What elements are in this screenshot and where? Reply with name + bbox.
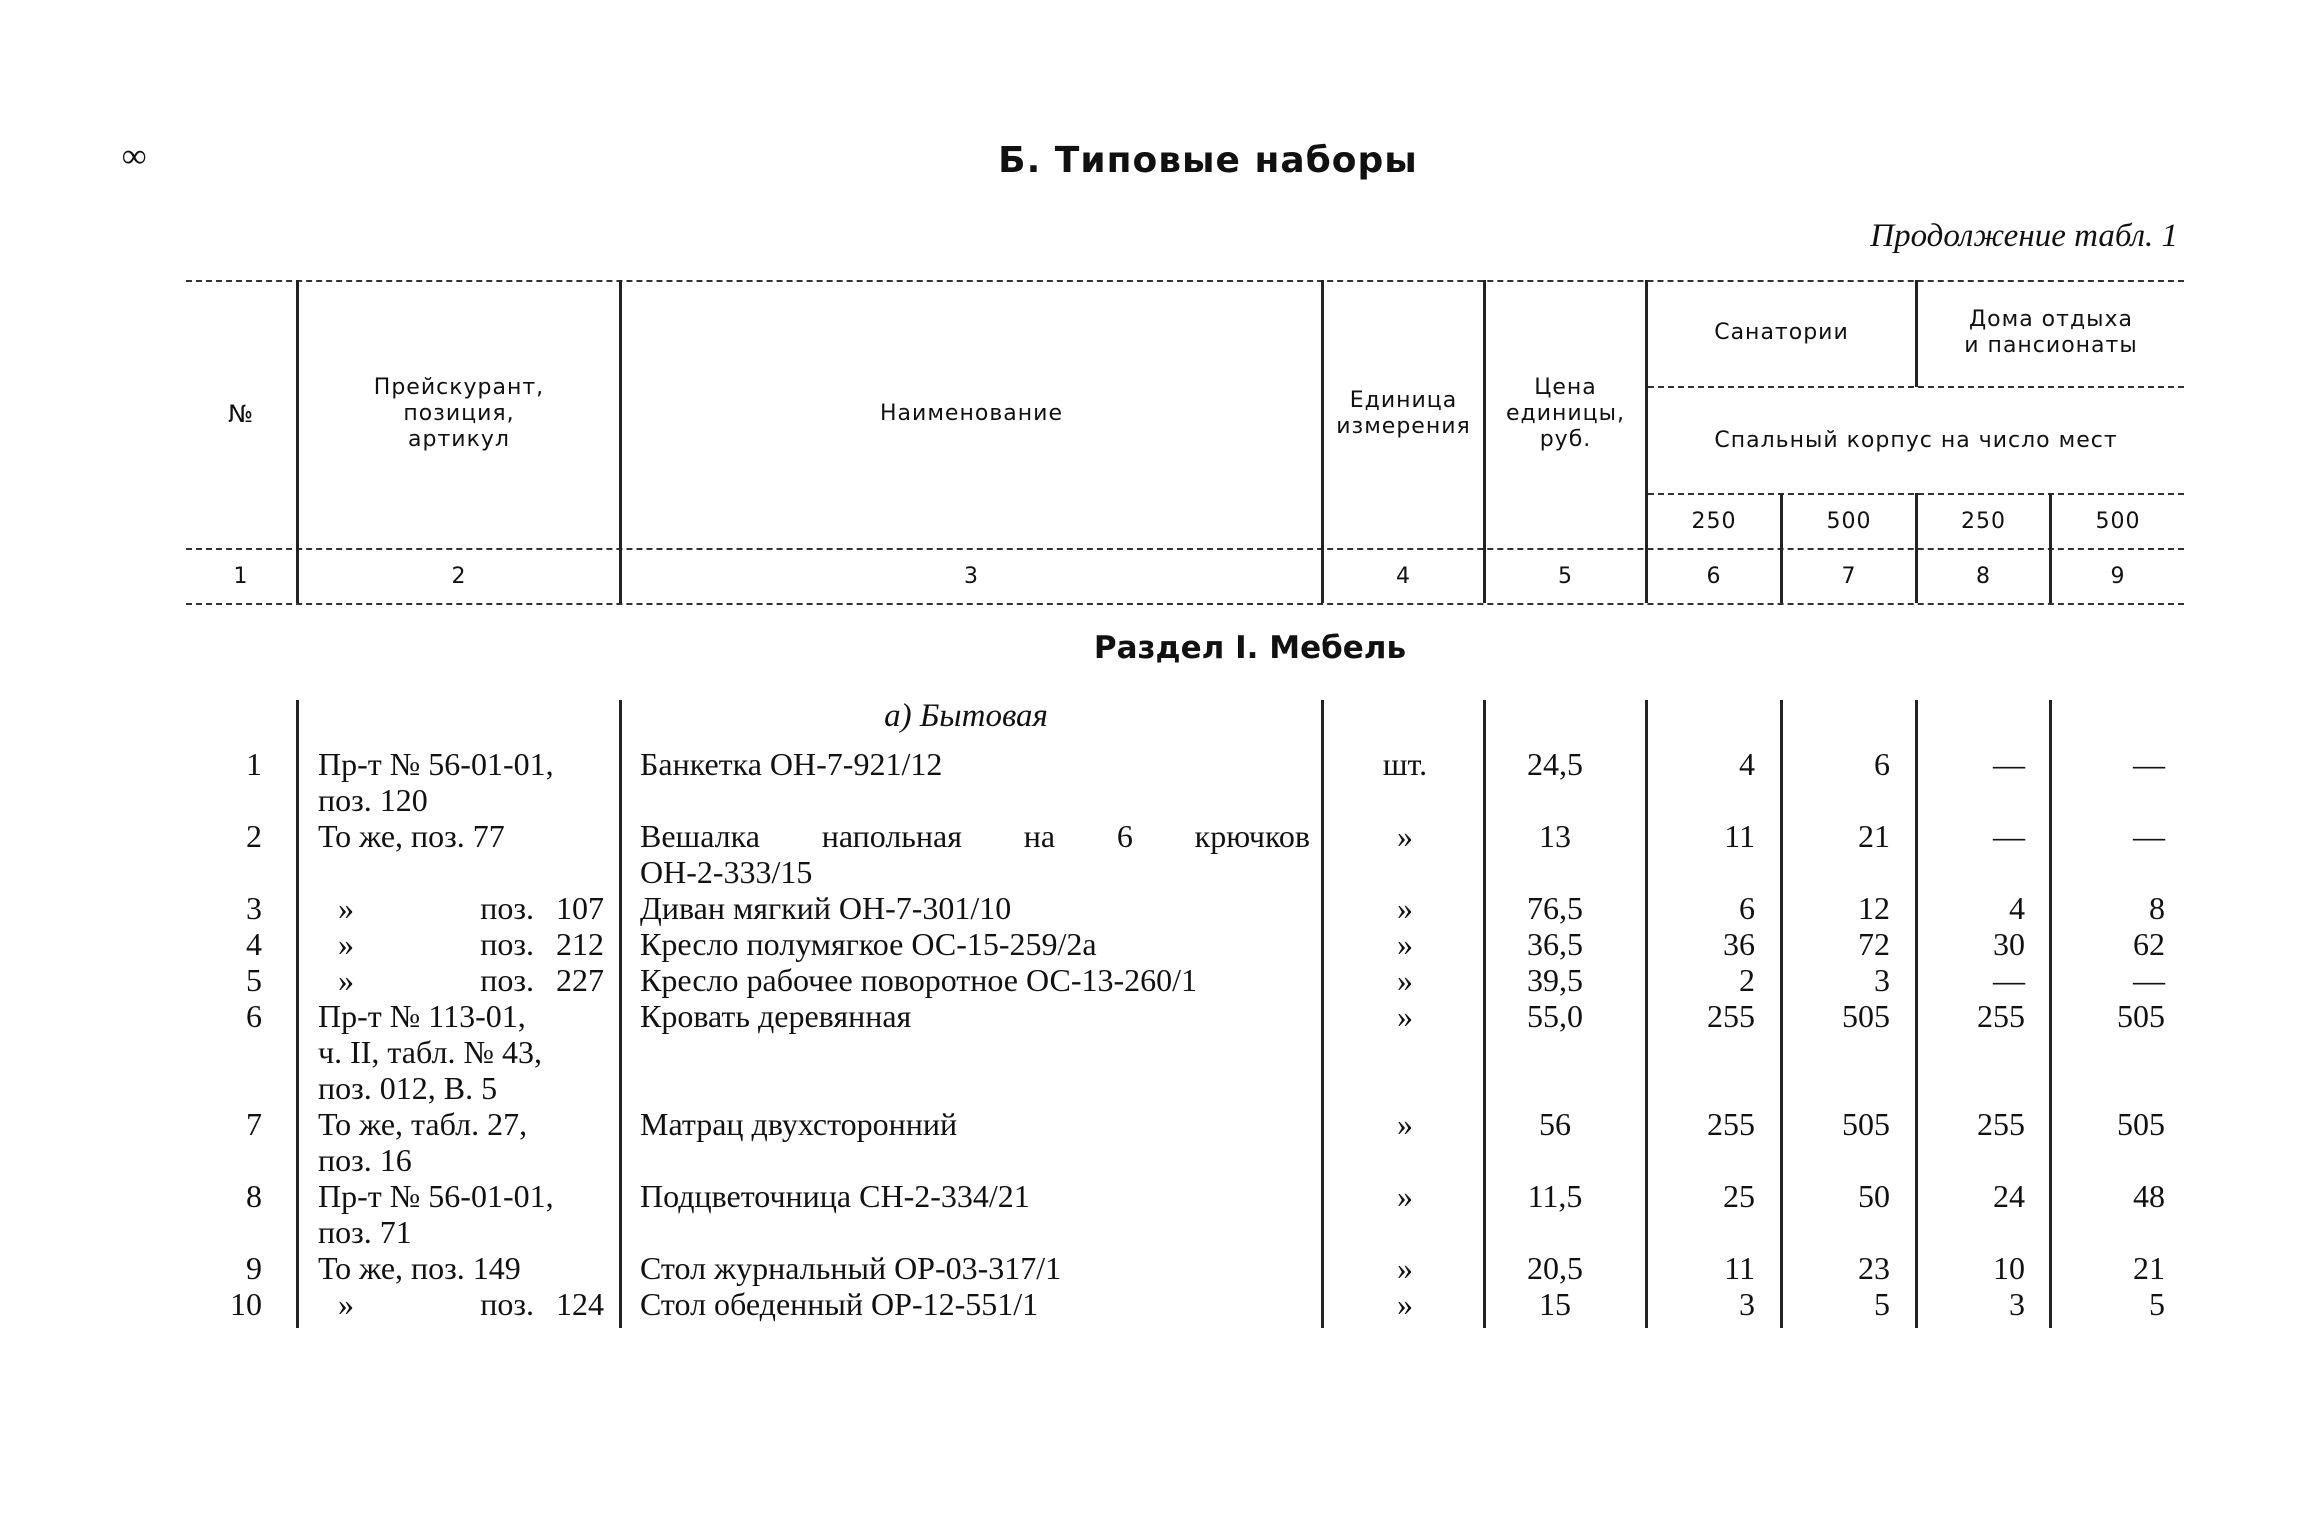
subsection-heading: а) Бытовая — [884, 698, 1048, 734]
row-doma-500: — — [2133, 818, 2165, 854]
row-name — [640, 818, 1310, 854]
row-doma-250: 3 — [2009, 1286, 2025, 1322]
row-pricelist: Пр-т № 113-01, — [318, 998, 526, 1034]
row-number: 9 — [246, 1250, 262, 1286]
row-unit: » — [1397, 998, 1413, 1034]
row-pricelist: поз. 71 — [318, 1214, 412, 1250]
page-title — [0, 140, 2304, 181]
row-pricelist: ч. II, табл. № 43, — [318, 1034, 542, 1070]
name-word: Вешалка — [640, 818, 760, 854]
row-pricelist — [318, 926, 604, 962]
row-number: 1 — [246, 746, 262, 782]
row-doma-250: 255 — [1977, 1106, 2025, 1142]
page-number: ∞ — [122, 138, 147, 175]
body-vrule — [1780, 700, 1783, 1328]
row-sanatorii-250: 36 — [1723, 926, 1755, 962]
row-unit: шт. — [1382, 746, 1428, 782]
header-unit-text: Единица измерения — [1336, 388, 1471, 439]
row-sanatorii-250: 255 — [1707, 998, 1755, 1034]
position-text: поз. 212 — [480, 926, 604, 962]
header-unit — [1324, 280, 1483, 548]
header-doma — [1918, 280, 2184, 386]
section-heading-text: Раздел I. Мебель — [1093, 630, 1407, 666]
row-doma-250: 255 — [1977, 998, 2025, 1034]
row-doma-500: 505 — [2117, 1106, 2165, 1142]
row-sanatorii-500: 72 — [1858, 926, 1890, 962]
row-unit: » — [1397, 1250, 1413, 1286]
body-vrule — [1321, 700, 1324, 1328]
row-name: Стол обеденный ОР-12-551/1 — [640, 1286, 1039, 1322]
colnum-2: 2 — [451, 563, 467, 589]
row-price: 56 — [1539, 1106, 1571, 1142]
header-name: Наименование — [880, 401, 1063, 426]
header-spalny: Спальный корпус на число мест — [1714, 427, 2118, 453]
row-doma-500: 5 — [2149, 1286, 2165, 1322]
colnum-5: 5 — [1558, 563, 1573, 589]
name-word: 6 — [1116, 818, 1133, 854]
row-number: 6 — [246, 998, 262, 1034]
row-unit: » — [1397, 1178, 1413, 1214]
name-word: на — [1023, 818, 1056, 854]
row-doma-500: 8 — [2149, 890, 2165, 926]
row-pricelist — [318, 890, 604, 926]
header-cap-7: 500 — [1826, 508, 1872, 534]
row-unit: » — [1397, 962, 1413, 998]
colnum-1: 1 — [233, 563, 249, 589]
row-unit: » — [1397, 890, 1413, 926]
row-doma-250: 30 — [1993, 926, 2025, 962]
colnum-7: 7 — [1841, 563, 1857, 589]
row-pricelist: То же, табл. 27, — [318, 1106, 528, 1142]
header-pricelist — [299, 280, 619, 548]
row-number: 4 — [246, 926, 262, 962]
row-doma-500: — — [2133, 746, 2165, 782]
page-title-text: Б. Типовые наборы — [998, 140, 1418, 181]
row-sanatorii-500: 3 — [1874, 962, 1890, 998]
header-cap-9: 500 — [2095, 508, 2141, 534]
name-word: напольная — [821, 818, 962, 854]
row-unit: » — [1397, 1106, 1413, 1142]
row-pricelist: То же, поз. 149 — [318, 1250, 521, 1286]
row-doma-500: — — [2133, 962, 2165, 998]
row-name: ОН-2-333/15 — [640, 854, 813, 890]
row-number: 2 — [246, 818, 262, 854]
ditto-mark: » — [338, 962, 354, 998]
section-heading — [0, 630, 2304, 666]
row-number: 10 — [230, 1286, 262, 1322]
colnum-9: 9 — [2110, 563, 2126, 589]
row-sanatorii-250: 11 — [1724, 818, 1755, 854]
row-name: Стол журнальный ОР-03-317/1 — [640, 1250, 1062, 1286]
row-name: Кресло полумягкое ОС-15-259/2а — [640, 926, 1097, 962]
row-sanatorii-500: 5 — [1874, 1286, 1890, 1322]
ditto-mark: » — [338, 926, 354, 962]
row-unit: » — [1397, 818, 1413, 854]
row-doma-250: — — [1993, 818, 2025, 854]
row-doma-250: 4 — [2009, 890, 2025, 926]
name-word: крючков — [1194, 818, 1310, 854]
colnum-4: 4 — [1396, 563, 1411, 589]
row-number: 7 — [246, 1106, 262, 1142]
row-sanatorii-250: 25 — [1723, 1178, 1755, 1214]
colnum-3: 3 — [964, 563, 979, 589]
body-vrule — [296, 700, 299, 1328]
row-doma-500: 505 — [2117, 998, 2165, 1034]
row-name: Подцветочница СН-2-334/21 — [640, 1178, 1030, 1214]
row-name: Банкетка ОН-7-921/12 — [640, 746, 943, 782]
row-name: Кровать деревянная — [640, 998, 912, 1034]
row-price: 20,5 — [1527, 1250, 1583, 1286]
row-unit: » — [1397, 926, 1413, 962]
row-sanatorii-250: 4 — [1739, 746, 1755, 782]
header-price-text: Цена единицы, руб. — [1505, 375, 1626, 452]
header-cap-6: 250 — [1691, 508, 1737, 534]
position-text: поз. 107 — [480, 890, 604, 926]
row-price: 76,5 — [1527, 890, 1583, 926]
row-number: 5 — [246, 962, 262, 998]
header-pricelist-text: Прейскурант, позиция, артикул — [373, 375, 545, 452]
colnum-6: 6 — [1706, 563, 1722, 589]
row-sanatorii-500: 50 — [1858, 1178, 1890, 1214]
body-vrule — [1645, 700, 1648, 1328]
row-sanatorii-500: 6 — [1874, 746, 1890, 782]
row-pricelist: Пр-т № 56-01-01, — [318, 746, 554, 782]
row-sanatorii-500: 12 — [1858, 890, 1890, 926]
row-doma-250: — — [1993, 962, 2025, 998]
header-price — [1486, 280, 1645, 548]
ditto-mark: » — [338, 890, 354, 926]
row-doma-500: 62 — [2133, 926, 2165, 962]
row-sanatorii-500: 23 — [1858, 1250, 1890, 1286]
table-continuation-note: Продолжение табл. 1 — [1870, 218, 2178, 254]
colnum-8: 8 — [1976, 563, 1991, 589]
row-sanatorii-250: 6 — [1739, 890, 1755, 926]
row-sanatorii-250: 11 — [1724, 1250, 1755, 1286]
row-pricelist: поз. 012, В. 5 — [318, 1070, 498, 1106]
row-doma-250: 10 — [1993, 1250, 2025, 1286]
body-vrule — [1483, 700, 1486, 1328]
row-name: Кресло рабочее поворотное ОС-13-260/1 — [640, 962, 1198, 998]
row-number: 3 — [246, 890, 262, 926]
row-sanatorii-500: 505 — [1842, 998, 1890, 1034]
ditto-mark: » — [338, 1286, 354, 1322]
row-sanatorii-250: 255 — [1707, 1106, 1755, 1142]
position-text: поз. 124 — [480, 1286, 604, 1322]
row-name: Диван мягкий ОН-7-301/10 — [640, 890, 1012, 926]
row-pricelist: поз. 16 — [318, 1142, 412, 1178]
row-doma-500: 48 — [2133, 1178, 2165, 1214]
row-doma-500: 21 — [2133, 1250, 2165, 1286]
row-price: 55,0 — [1527, 998, 1583, 1034]
row-unit: » — [1397, 1286, 1413, 1322]
body-vrule — [1915, 700, 1918, 1328]
header-doma-text: Дома отдыха и пансионаты — [1964, 307, 2138, 358]
row-pricelist: Пр-т № 56-01-01, — [318, 1178, 554, 1214]
row-price: 13 — [1539, 818, 1571, 854]
header-cap-8: 250 — [1961, 508, 2006, 534]
row-price: 15 — [1539, 1286, 1571, 1322]
header-no: № — [228, 400, 254, 428]
row-price: 24,5 — [1527, 746, 1583, 782]
row-sanatorii-250: 3 — [1739, 1286, 1755, 1322]
row-price: 39,5 — [1527, 962, 1583, 998]
row-pricelist: поз. 120 — [318, 782, 428, 818]
row-number: 8 — [246, 1178, 262, 1214]
row-pricelist — [318, 962, 604, 998]
row-doma-250: — — [1993, 746, 2025, 782]
row-sanatorii-500: 505 — [1842, 1106, 1890, 1142]
row-pricelist: То же, поз. 77 — [318, 818, 505, 854]
position-text: поз. 227 — [480, 962, 604, 998]
body-vrule — [2049, 700, 2052, 1328]
header-sanatorii: Санатории — [1714, 320, 1849, 345]
row-price: 36,5 — [1527, 926, 1583, 962]
row-price: 11,5 — [1527, 1178, 1583, 1214]
body-vrule — [619, 700, 622, 1328]
row-sanatorii-250: 2 — [1739, 962, 1755, 998]
row-name: Матрац двухсторонний — [640, 1106, 958, 1142]
row-doma-250: 24 — [1993, 1178, 2025, 1214]
header-bottom-rule — [186, 603, 2184, 605]
row-sanatorii-500: 21 — [1858, 818, 1890, 854]
row-pricelist — [318, 1286, 604, 1322]
